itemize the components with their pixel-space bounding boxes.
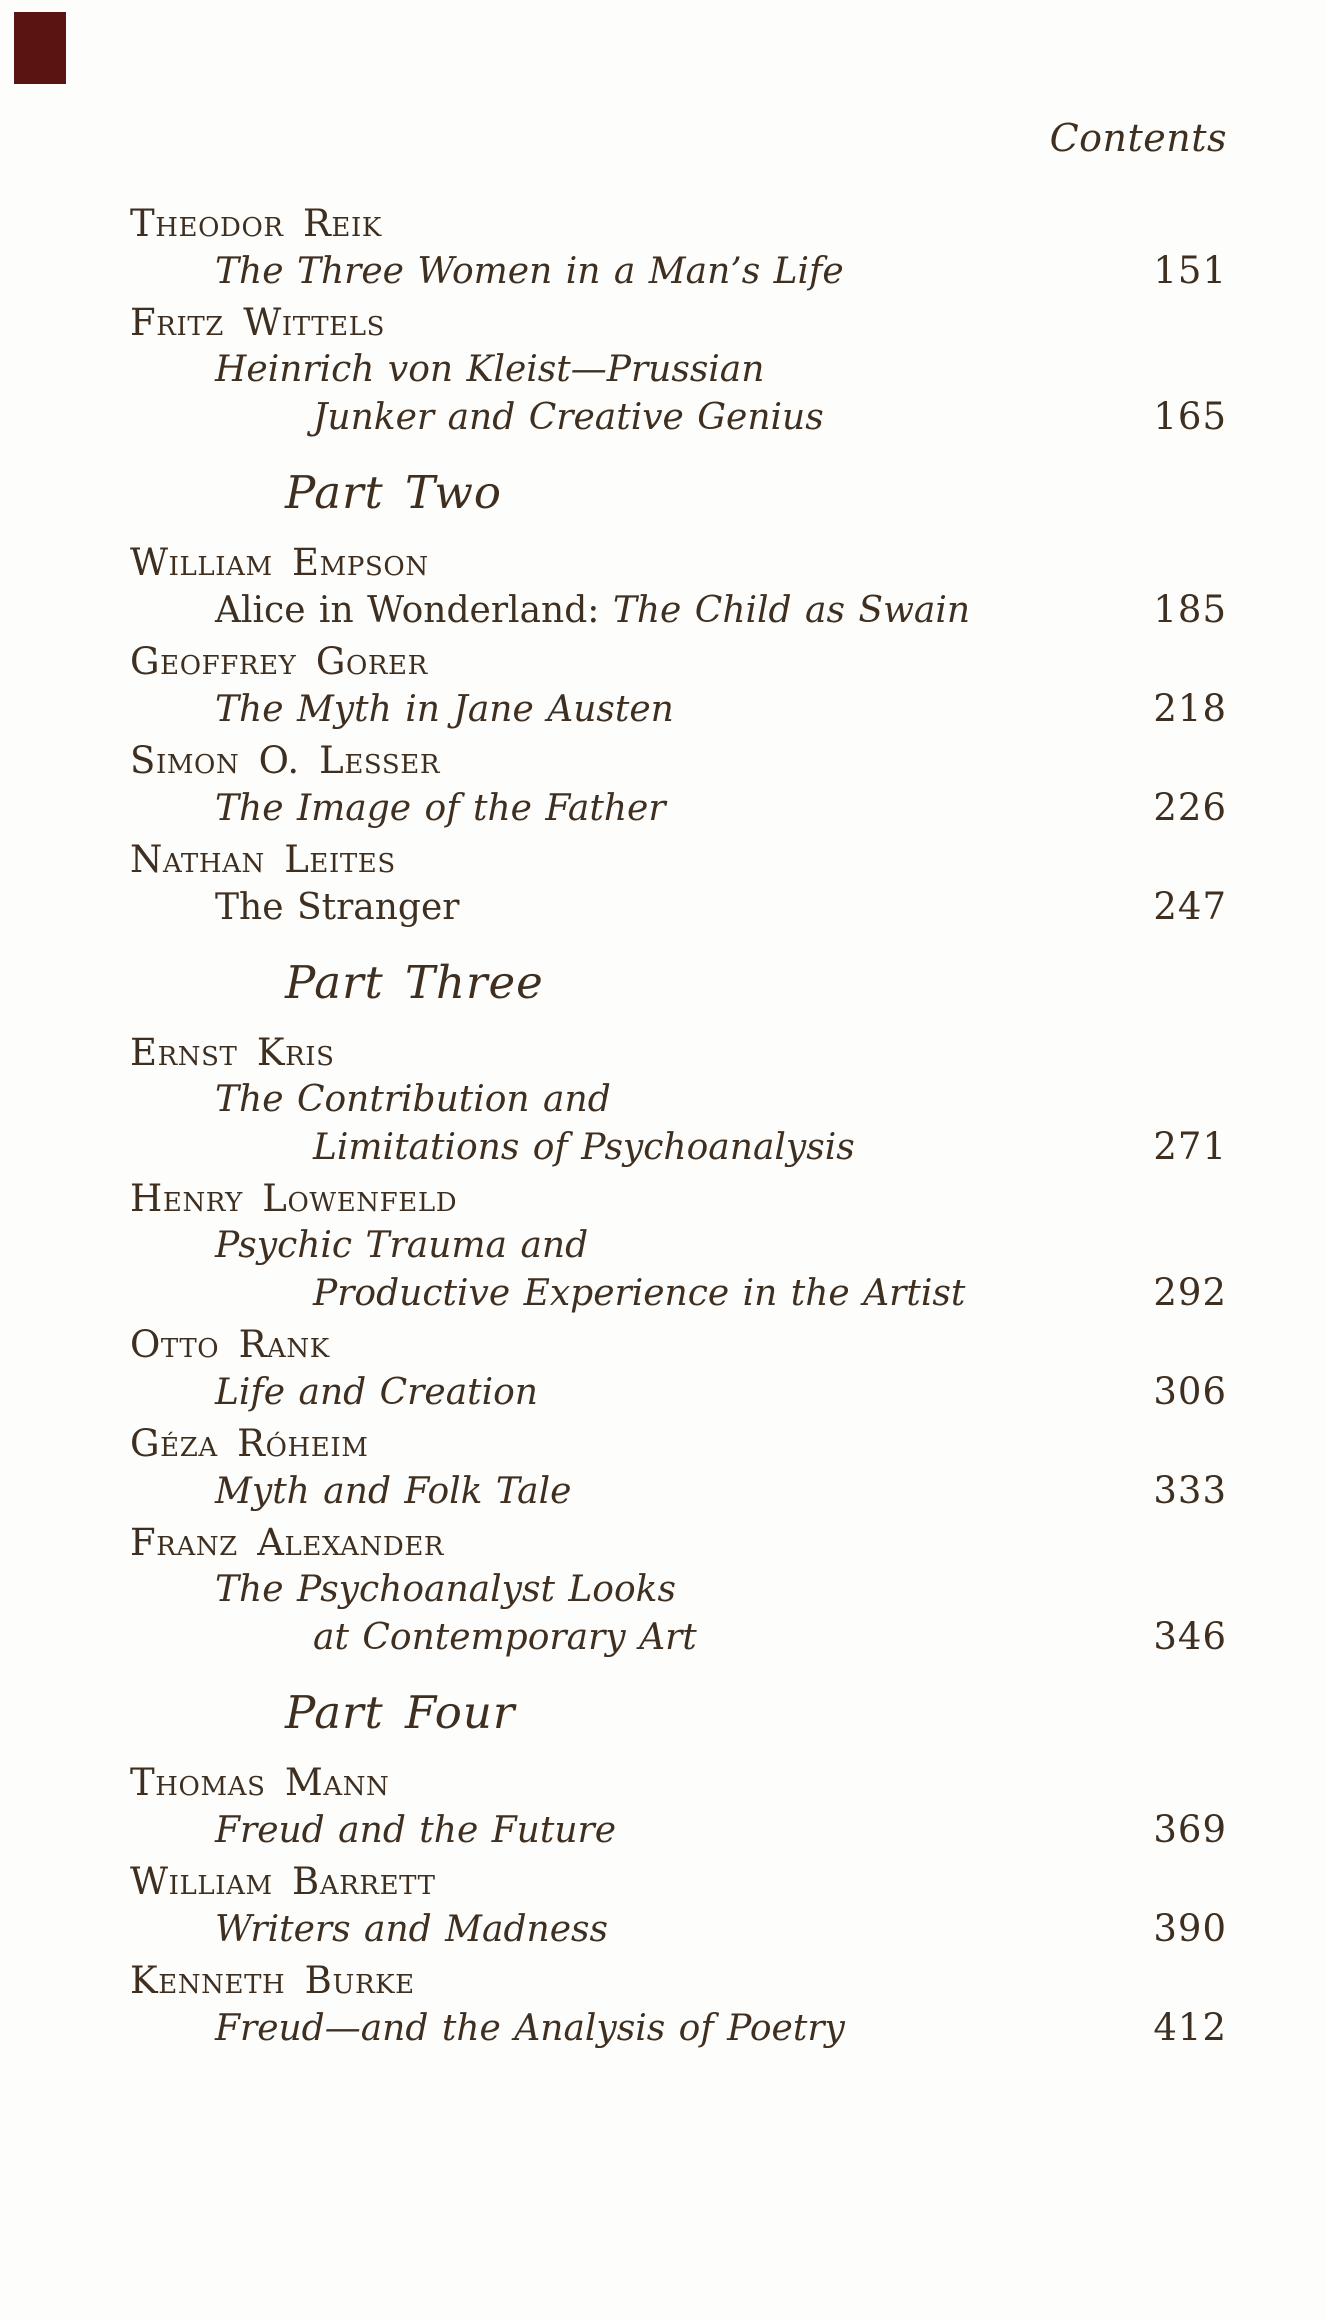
chapter-title [215,1222,588,1269]
chapter-title [215,884,460,931]
page-title: Contents [1049,116,1227,160]
page-number: 226 [1153,786,1227,829]
author-name: Nathan Leites [130,838,396,881]
chapter-title [313,1614,697,1661]
part-heading: Part Four [285,1686,516,1739]
scan-corner-artifact [14,12,66,84]
title-segment-italic: The Child as Swain [612,590,971,631]
title-line [130,1076,1227,1123]
title-line [130,2004,1227,2052]
toc-list [130,200,1227,2052]
title-line [130,247,1227,295]
title-line [130,883,1227,931]
page-number: 390 [1153,1907,1227,1950]
chapter-title [215,1369,538,1416]
title-line [130,1566,1227,1613]
title-line [130,346,1227,393]
toc-entry [130,1759,1227,1854]
page-number: 165 [1153,395,1227,438]
chapter-title [215,1807,616,1854]
title-line [130,586,1227,634]
toc-entry [130,1175,1227,1317]
chapter-title [215,785,666,832]
chapter-title [215,1468,571,1515]
title-segment-italic: Freud—and the Analysis of Poetry [215,2008,845,2049]
toc-entry [130,737,1227,832]
page-number: 412 [1153,2006,1227,2049]
title-segment-italic: The Myth in Jane Austen [215,689,674,730]
page-number: 247 [1153,885,1227,928]
part-heading: Part Two [285,466,503,519]
toc-entry [130,539,1227,634]
title-segment-italic: The Three Women in a Man’s Life [215,251,844,292]
chapter-title [313,1270,965,1317]
author-name: Simon O. Lesser [130,739,441,782]
title-line [130,1905,1227,1953]
title-segment-italic: Productive Experience in the Artist [313,1273,966,1314]
title-line [130,1613,1227,1661]
page-number: 218 [1153,687,1227,730]
title-segment-italic: Heinrich von Kleist—Prussian [215,349,765,390]
page-number: 333 [1153,1469,1227,1512]
author-name: Géza Róheim [130,1422,369,1465]
chapter-title [215,1566,676,1613]
title-line [130,685,1227,733]
page-number: 292 [1153,1271,1227,1314]
toc-entry [130,1029,1227,1171]
page-number: 151 [1153,249,1227,292]
title-segment-italic: Myth and Folk Tale [215,1471,572,1512]
chapter-title [215,686,674,733]
author-name: William Barrett [130,1860,436,1903]
title-line [130,1368,1227,1416]
title-segment-italic: Junker and Creative Genius [313,397,824,438]
toc-entry [130,638,1227,733]
toc-entry [130,1420,1227,1515]
title-line [130,1123,1227,1171]
author-name: Theodor Reik [130,202,382,245]
toc-entry [130,1519,1227,1661]
author-name: William Empson [130,541,429,584]
chapter-title [215,1906,608,1953]
title-segment-italic: at Contemporary Art [313,1617,697,1658]
title-segment-italic: Life and Creation [215,1372,538,1413]
author-name: Fritz Wittels [130,301,386,344]
page-number: 369 [1153,1808,1227,1851]
title-segment-italic: Limitations of Psychoanalysis [313,1127,855,1168]
chapter-title [313,394,824,441]
author-name: Ernst Kris [130,1031,335,1074]
chapter-title [215,248,844,295]
author-name: Otto Rank [130,1323,330,1366]
title-segment-italic: The Image of the Father [215,788,666,829]
toc-entry [130,1321,1227,1416]
toc-entry [130,1858,1227,1953]
title-segment-italic: Freud and the Future [215,1810,617,1851]
title-line [130,1806,1227,1854]
title-segment-roman: The Stranger [215,887,460,928]
title-segment-italic: Psychic Trauma and [215,1225,589,1266]
page-number: 346 [1153,1615,1227,1658]
author-name: Franz Alexander [130,1521,445,1564]
author-name: Thomas Mann [130,1761,390,1804]
author-name: Henry Lowenfeld [130,1177,458,1220]
title-segment-italic: Writers and Madness [215,1909,608,1950]
title-line [130,393,1227,441]
toc-entry [130,200,1227,295]
chapter-title [215,2005,845,2052]
page-number: 271 [1153,1125,1227,1168]
author-name: Kenneth Burke [130,1959,415,2002]
title-segment-roman: Alice in Wonderland: [215,590,613,631]
title-line [130,1269,1227,1317]
title-segment-italic: The Contribution and [215,1079,611,1120]
title-line [130,1467,1227,1515]
toc-entry [130,299,1227,441]
chapter-title [215,1076,611,1123]
title-line [130,784,1227,832]
title-segment-italic: The Psychoanalyst Looks [215,1569,676,1610]
toc-entry [130,1957,1227,2052]
page-number: 306 [1153,1370,1227,1413]
chapter-title [215,587,970,634]
toc-entry [130,836,1227,931]
author-name: Geoffrey Gorer [130,640,428,683]
chapter-title [215,346,764,393]
chapter-title [313,1124,855,1171]
page-number: 185 [1153,588,1227,631]
title-line [130,1222,1227,1269]
part-heading: Part Three [285,956,544,1009]
